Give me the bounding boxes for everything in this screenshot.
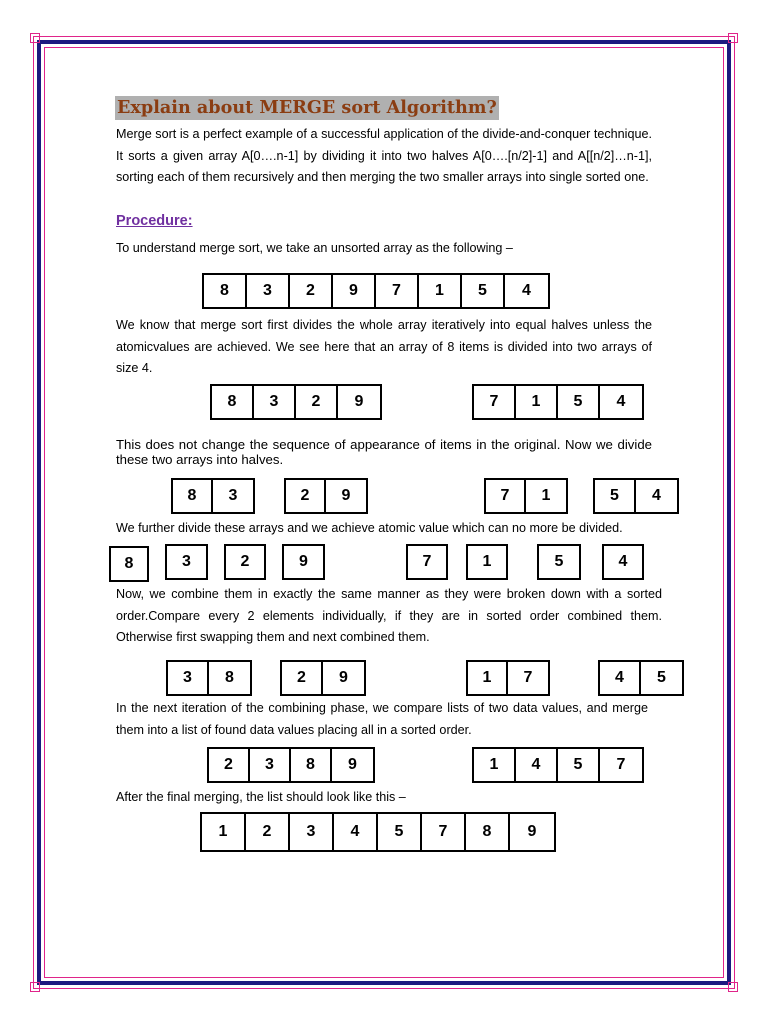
array-cell: 5: [378, 814, 422, 850]
array-cell: 4: [600, 662, 641, 694]
array-pair-sorted: [598, 660, 684, 696]
step5-text: Now, we combine them in exactly the same manner as they were broken down with a sorted order.Compare every 2 elements individually, if they are in sorted order combined them. Otherwise first swapping them and next combined them.: [116, 587, 662, 644]
array-atom: [537, 544, 581, 580]
array-atom: [466, 544, 508, 580]
array-cell: 8: [212, 386, 254, 418]
array-cell: 3: [254, 386, 296, 418]
array-cell: 3: [228, 487, 238, 504]
array-pair-sorted: [466, 660, 550, 696]
intro-paragraph: Merge sort is a perfect example of a successful application of the divide-and-conquer technique. It sorts a given array A[0….n-1] by dividing it into two halves A[0….[n/2]-1] and A[[n/2]…n-1], sorting each of them recursively and then merging the two smaller arrays into single sorted one.: [116, 127, 652, 184]
step3-text: This does not change the sequence of appearance of items in the original. Now we divide these two arrays into halves.: [116, 437, 652, 467]
array-cell: 7: [486, 480, 526, 512]
array-cell: 4: [616, 393, 626, 410]
page-title: Explain about MERGE sort Algorithm?: [117, 97, 497, 118]
array-cell: 2: [246, 814, 290, 850]
array-quarter: [593, 478, 679, 514]
array-unsorted: [202, 273, 550, 309]
step2-text: We know that merge sort first divides the whole array iteratively into equal halves unless the atomicvalues are achieved. We see here that an array of 8 items is divided into two arrays of size 4.: [116, 318, 652, 375]
array-cell: 4: [618, 553, 628, 570]
step6-text: In the next iteration of the combining phase, we compare lists of two data values, and merge them into a list of found data values placing all in a sorted order.: [116, 701, 648, 737]
array-cell: 2: [240, 553, 250, 570]
array-cell: 8: [173, 480, 213, 512]
array-cell: 2: [209, 749, 250, 781]
array-cell: 5: [657, 669, 666, 686]
array-atom: [224, 544, 266, 580]
array-cell: 9: [299, 553, 308, 570]
border-corner: [728, 33, 738, 43]
array-cell: 2: [296, 386, 338, 418]
array-cell: 1: [541, 487, 551, 504]
array-cell: 7: [616, 756, 626, 773]
array-cell: 9: [527, 823, 537, 840]
array-cell: 5: [595, 480, 636, 512]
array-half-right: [472, 384, 644, 420]
step4-text: We further divide these arrays and we achieve atomic value which can no more be divided.: [116, 521, 623, 535]
array-cell: 8: [225, 669, 234, 686]
array-cell: 9: [348, 756, 357, 773]
array-cell: 1: [474, 749, 516, 781]
array-cell: 2: [286, 480, 326, 512]
array-cell: 2: [290, 275, 333, 307]
array-cell: 3: [290, 814, 334, 850]
array-cell: 5: [558, 386, 600, 418]
array-cell: 8: [204, 275, 247, 307]
array-cell: 7: [523, 669, 533, 686]
array-cell: 7: [376, 275, 419, 307]
array-cell: 9: [354, 393, 364, 410]
array-cell: 1: [419, 275, 462, 307]
array-four-sorted: [472, 747, 644, 783]
array-cell: 2: [282, 662, 323, 694]
array-atom: [282, 544, 325, 580]
step1-text: To understand merge sort, we take an unsorted array as the following –: [116, 241, 513, 255]
procedure-heading: Procedure:: [116, 213, 193, 229]
array-cell: 9: [339, 669, 348, 686]
array-cell: 4: [652, 487, 661, 504]
array-cell: 8: [124, 555, 134, 572]
array-cell: 8: [466, 814, 510, 850]
array-half-left: [210, 384, 382, 420]
array-cell: 9: [333, 275, 376, 307]
array-cell: 9: [341, 487, 351, 504]
array-cell: 4: [334, 814, 378, 850]
array-quarter: [171, 478, 255, 514]
array-cell: 3: [250, 749, 291, 781]
array-final: [200, 812, 556, 852]
step7-text: After the final merging, the list should look like this –: [116, 790, 406, 804]
array-cell: 5: [558, 749, 600, 781]
border-corner: [30, 33, 40, 43]
array-pair-sorted: [280, 660, 366, 696]
array-cell: 7: [422, 814, 466, 850]
array-cell: 3: [168, 662, 209, 694]
array-cell: 1: [468, 662, 508, 694]
array-cell: 3: [182, 553, 191, 570]
array-cell: 5: [462, 275, 505, 307]
array-cell: 7: [474, 386, 516, 418]
array-atom: [602, 544, 644, 580]
border-corner: [728, 982, 738, 992]
array-cell: 5: [554, 553, 564, 570]
array-cell: 4: [522, 282, 531, 299]
array-cell: 3: [247, 275, 290, 307]
array-cell: 1: [516, 386, 558, 418]
array-cell: 1: [482, 553, 492, 570]
array-quarter: [284, 478, 368, 514]
array-atom: [165, 544, 208, 580]
array-cell: 8: [291, 749, 332, 781]
array-cell: 1: [202, 814, 246, 850]
array-atom: [109, 546, 149, 582]
array-cell: 7: [422, 553, 432, 570]
array-four-sorted: [207, 747, 375, 783]
array-cell: 4: [516, 749, 558, 781]
array-quarter: [484, 478, 568, 514]
array-pair-sorted: [166, 660, 252, 696]
border-corner: [30, 982, 40, 992]
array-atom: [406, 544, 448, 580]
